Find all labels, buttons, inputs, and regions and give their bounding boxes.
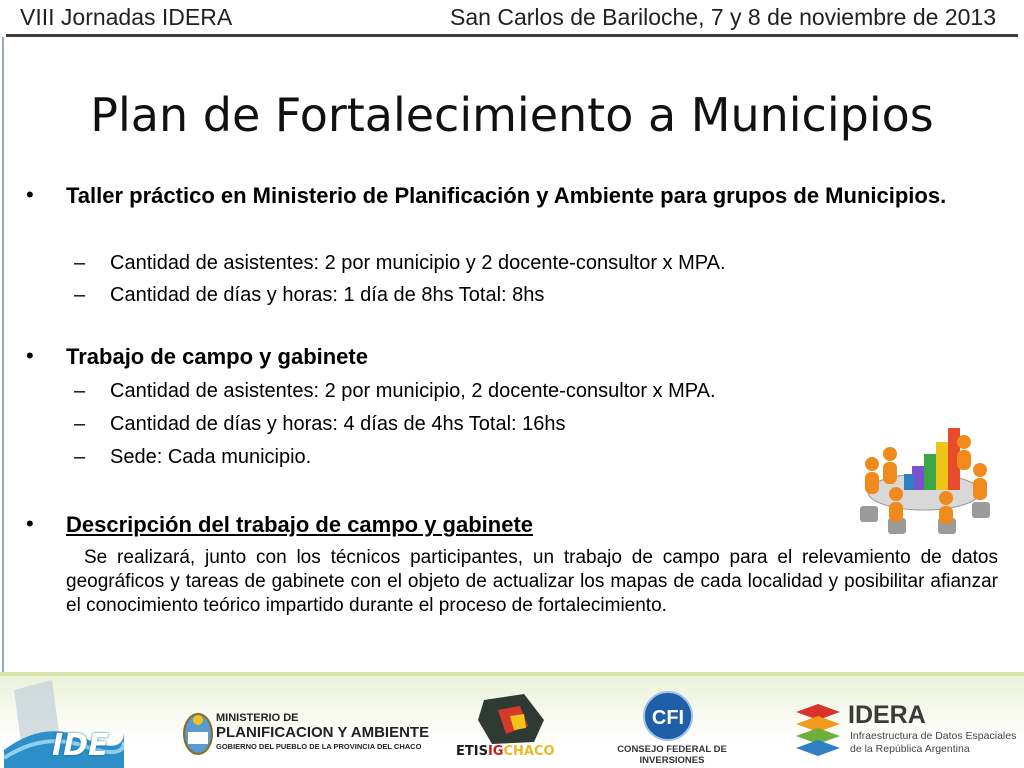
item-text: Cantidad de asistentes: 2 por municipio, 2 docente-consultor x MPA. xyxy=(110,380,716,402)
section-2-item-2 xyxy=(74,411,566,437)
event-location-date: San Carlos de Bariloche, 7 y 8 de noviembre de 2013 xyxy=(450,4,996,30)
ministerio-line2: PLANIFICACION Y AMBIENTE xyxy=(216,724,430,741)
item-text: Sede: Cada municipio. xyxy=(110,446,312,468)
etisig-part3: CHACO xyxy=(503,744,555,759)
ide-logo-text: IDE xyxy=(52,728,109,763)
section-1-item-1 xyxy=(74,250,726,276)
bullet-1: • xyxy=(26,182,34,207)
slide-header xyxy=(0,0,1024,38)
section-1-item-2 xyxy=(74,282,544,308)
meeting-bar-chart-icon xyxy=(854,414,1002,542)
section-3-heading: Descripción del trabajo de campo y gabinete xyxy=(66,512,534,537)
section-2-item-3 xyxy=(74,444,311,470)
footer-divider xyxy=(0,672,1024,676)
dash-glyph: – xyxy=(74,252,86,274)
cfi-caption: CONSEJO FEDERAL DE INVERSIONES xyxy=(617,744,727,766)
etisig-part2: IG xyxy=(487,744,504,759)
bullet-3: • xyxy=(26,511,34,536)
dash-glyph: – xyxy=(74,413,86,435)
event-name: VIII Jornadas IDERA xyxy=(20,4,233,30)
item-text: Cantidad de asistentes: 2 por municipio y 2 docente-consultor x MPA. xyxy=(110,252,726,274)
ministerio-line3: GOBIERNO DEL PUEBLO DE LA PROVINCIA DEL CHACO xyxy=(216,742,422,751)
etisig-part1: ETIS xyxy=(456,744,488,759)
section-1-heading: Taller práctico en Ministerio de Planificación y Ambiente para grupos de Municipios. xyxy=(66,183,947,208)
section-2-item-1 xyxy=(74,378,716,404)
dash-glyph: – xyxy=(74,284,86,306)
ministerio-line1: MINISTERIO DE xyxy=(216,712,299,724)
dash-glyph: – xyxy=(74,446,86,468)
section-3-description: Se realizará, junto con los técnicos participantes, un trabajo de campo para el relevamiento de datos geográficos y tareas de gabinete con el objeto de actualizar los mapas de cada localidad y posibilitar afianzar el conocimiento teórico impartido durante el proceso de fortalecimiento. xyxy=(66,547,998,616)
header-divider xyxy=(6,34,1018,37)
dash-glyph: – xyxy=(74,380,86,402)
slide-title: Plan de Fortalecimiento a Municipios xyxy=(90,88,934,142)
section-2-heading: Trabajo de campo y gabinete xyxy=(66,344,368,369)
etisig-text xyxy=(456,744,555,759)
bullet-2: • xyxy=(26,343,34,368)
idera-subtitle-1: Infraestructura de Datos Espaciales xyxy=(850,730,1017,742)
item-text: Cantidad de días y horas: 4 días de 4hs Total: 16hs xyxy=(110,413,566,435)
item-text: Cantidad de días y horas: 1 día de 8hs Total: 8hs xyxy=(110,284,545,306)
idera-name: IDERA xyxy=(848,701,926,729)
idera-subtitle-2: de la República Argentina xyxy=(850,743,970,755)
cfi-logo-text: CFI xyxy=(651,707,685,729)
